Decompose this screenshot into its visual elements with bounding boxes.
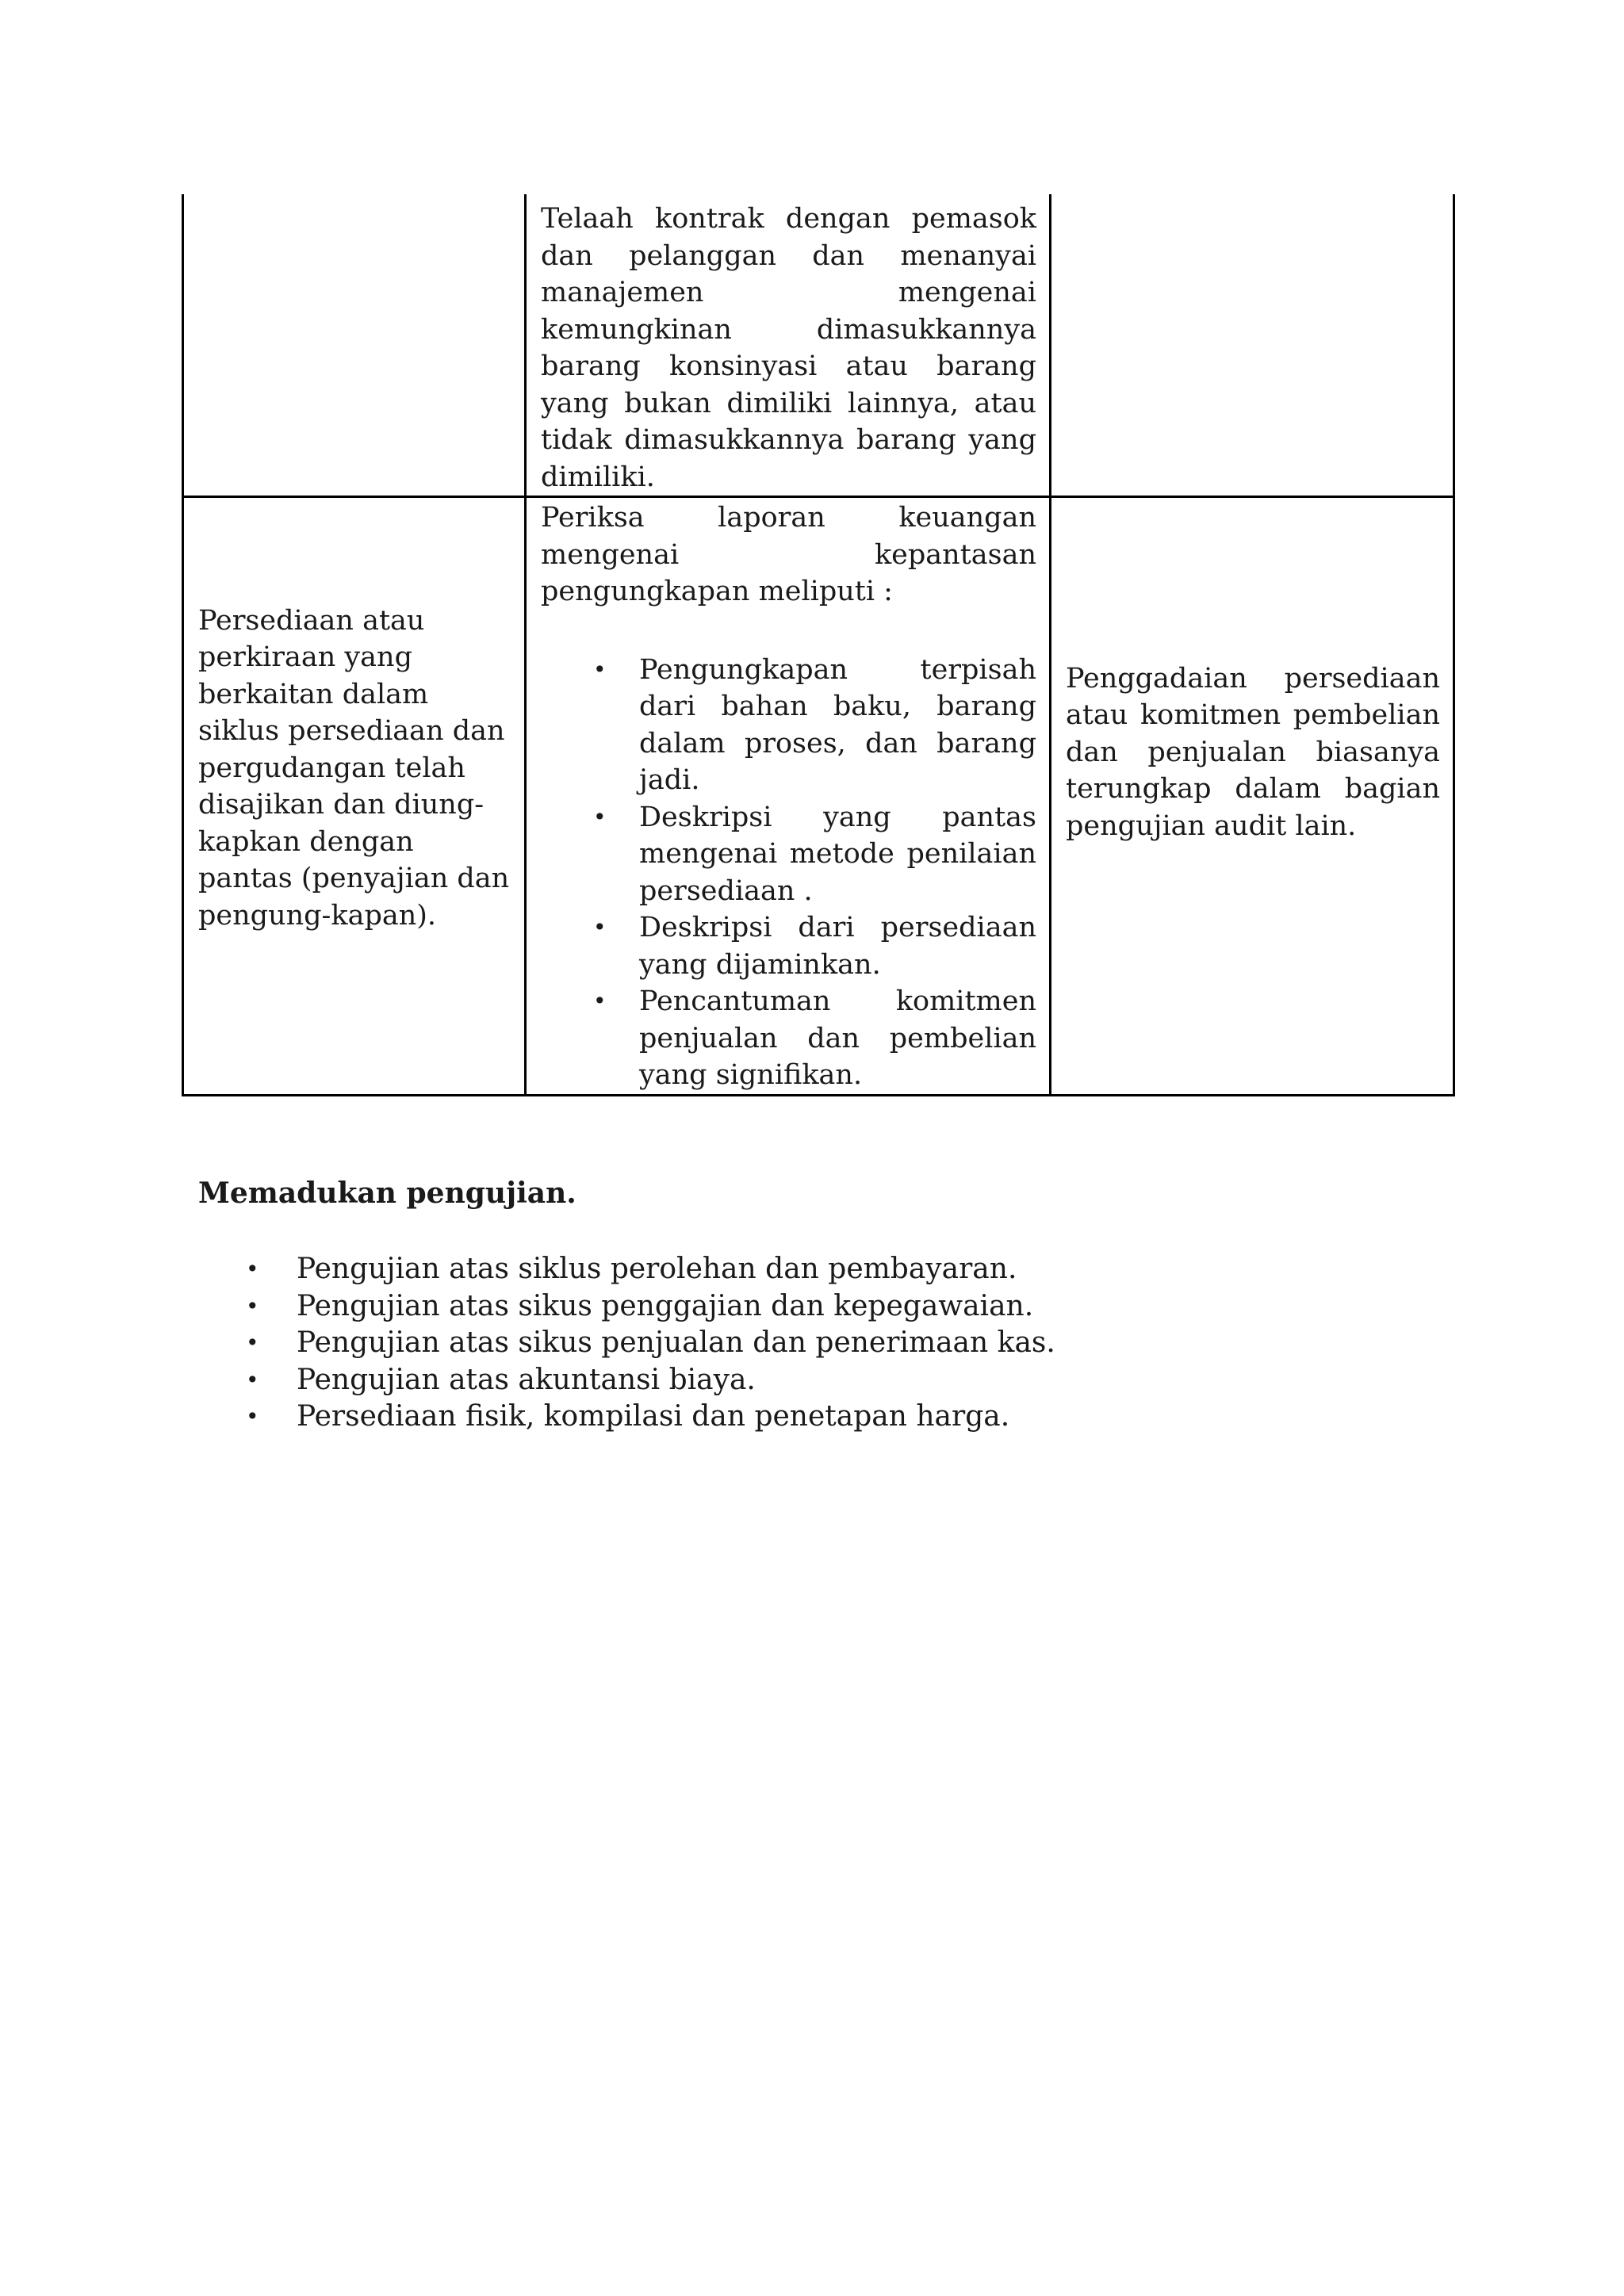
bullet-icon: • [593, 988, 607, 1014]
procedure-text: Telaah kontrak dengan pemasok dan pelanggan dan menanyai manajemen mengenai kemungkinan dimasukkannya barang konsinyasi atau barang yang bukan dimiliki lainnya, atau tidak dimasukkannya barang yang dimiliki. [541, 203, 1036, 493]
list-item: • Pengujian atas sikus penjualan dan penerimaan kas. [198, 1325, 1055, 1362]
table-cell-procedure [526, 497, 1051, 1096]
list-item: • Deskripsi dari persediaan yang dijaminkan. [527, 909, 1036, 983]
table-row [183, 194, 1454, 497]
list-item: • Persediaan fisik, kompilasi dan penetapan harga. [198, 1399, 1055, 1436]
table-cell-objective [183, 497, 526, 1096]
bullet-icon: • [593, 656, 607, 683]
objective-text: Persediaan atau perkiraan yang berkaitan dalam siklus persediaan dan pergudangan telah disajikan dan diung-kapkan dengan pantas (penyajian dan pengung-kapan). [198, 604, 510, 932]
list-item: • Pengungkapan terpisah dari bahan baku, barang dalam proses, dan barang jadi. [527, 652, 1036, 799]
table-cell-note [1051, 194, 1454, 497]
section-heading: Memadukan pengujian. [198, 1177, 576, 1210]
list-item: • Pengujian atas sikus penggajian dan kepegawaian. [198, 1288, 1055, 1326]
bullet-icon: • [246, 1403, 259, 1429]
table-row [183, 497, 1454, 1096]
bullet-icon: • [246, 1330, 259, 1356]
objective-text [184, 194, 524, 202]
table-cell-procedure [526, 194, 1051, 497]
bullet-icon: • [246, 1366, 259, 1393]
note-text: Penggadaian persediaan atau komitmen pembelian dan penjualan biasanya terungkap dalam bagian pengujian audit lain. [1066, 662, 1440, 842]
note-text [1051, 194, 1453, 202]
list-item: • Deskripsi yang pantas mengenai metode penilaian persediaan . [527, 799, 1036, 910]
bullet-icon: • [246, 1256, 259, 1282]
procedure-bullet-list [527, 652, 1049, 1094]
procedure-intro-text: Periksa laporan keuangan mengenai kepantasan pengungkapan meliputi : [541, 502, 1036, 607]
table-cell-objective [183, 194, 526, 497]
list-item: • Pengujian atas siklus perolehan dan pembayaran. [198, 1251, 1055, 1288]
bullet-icon: • [246, 1292, 259, 1319]
section-bullet-list [198, 1251, 1055, 1436]
list-item: • Pencantuman komitmen penjualan dan pembelian yang signifikan. [527, 983, 1036, 1094]
table-cell-note [1051, 497, 1454, 1096]
bullet-icon: • [593, 914, 607, 940]
audit-procedures-table [182, 194, 1455, 1096]
list-item: • Pengujian atas akuntansi biaya. [198, 1362, 1055, 1399]
bullet-icon: • [593, 803, 607, 830]
